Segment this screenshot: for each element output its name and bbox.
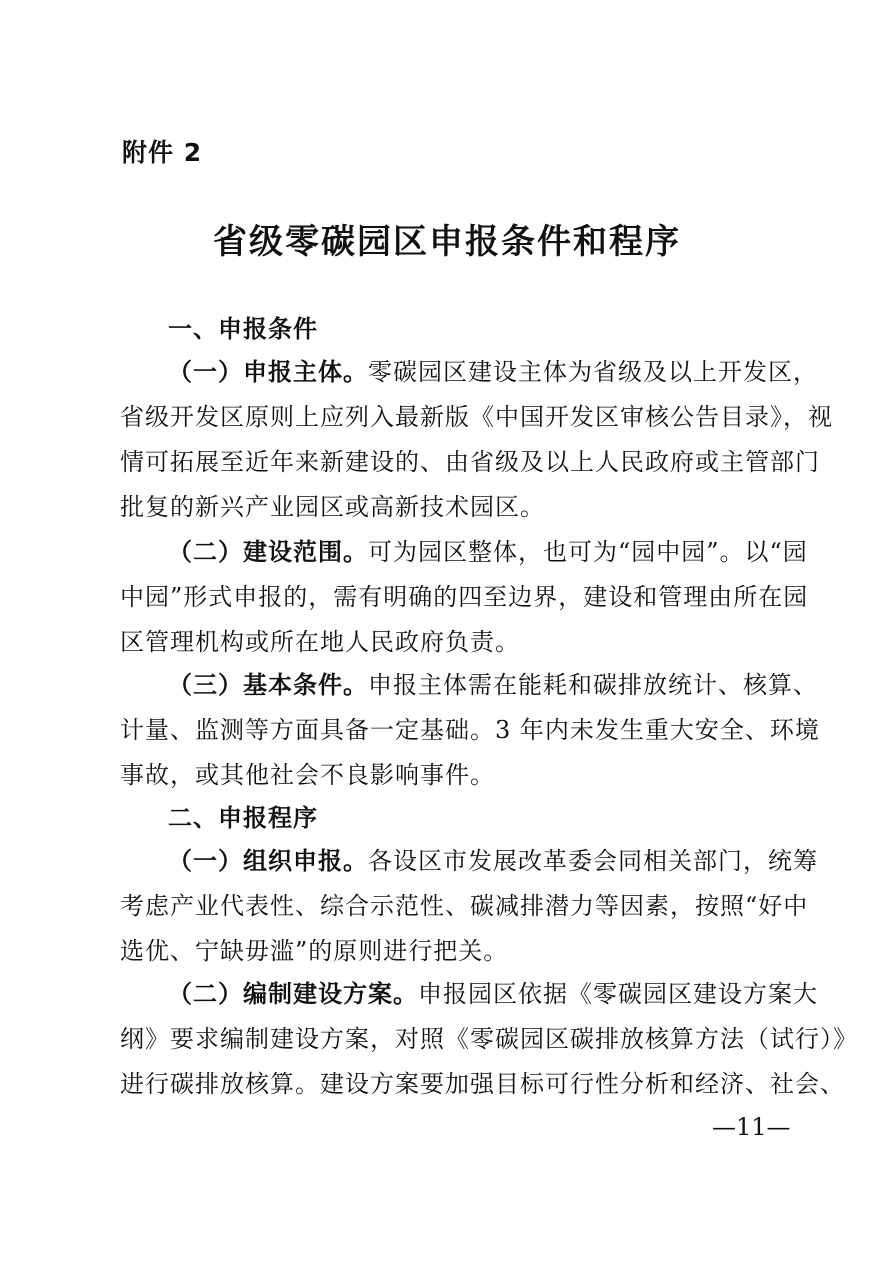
paragraph-line: 纲》要求编制建设方案，对照《零碳园区碳排放核算方法（试行）》: [120, 1025, 858, 1053]
item-lead: （一）申报主体。: [168, 358, 368, 386]
section-heading-procedures: 二、申报程序: [168, 804, 318, 832]
item-lead: （一）组织申报。: [168, 847, 368, 875]
item-lead: （二）建设范围。: [168, 538, 368, 566]
paragraph-line: 计量、监测等方面具备一定基础。3 年内未发生重大安全、环境: [120, 716, 820, 744]
item-text: 申报园区依据《零碳园区建设方案大: [418, 980, 818, 1008]
page-number: —11—: [712, 1113, 791, 1141]
section-heading-conditions: 一、申报条件: [168, 315, 318, 343]
paragraph-line: 批复的新兴产业园区或高新技术园区。: [120, 493, 545, 521]
item-text: 各设区市发展改革委会同相关部门，统筹: [368, 847, 818, 875]
item-text: 零碳园区建设主体为省级及以上开发区，: [368, 358, 818, 386]
paragraph-line: 省级开发区原则上应列入最新版《中国开发区审核公告目录》，视: [120, 403, 833, 431]
paragraph-line: 事故，或其他社会不良影响事件。: [120, 761, 495, 789]
paragraph-line: 中园”形式申报的，需有明确的四至边界，建设和管理由所在园: [120, 583, 809, 611]
paragraph-line: 区管理机构或所在地人民政府负责。: [120, 628, 520, 656]
paragraph-line: 选优、宁缺毋滥”的原则进行把关。: [120, 937, 509, 965]
item-lead: （三）基本条件。: [168, 671, 368, 699]
paragraph-line: [168, 670, 818, 700]
attachment-label: 附件 2: [122, 138, 203, 167]
paragraph-line: [168, 537, 808, 567]
paragraph-line: [168, 846, 818, 876]
document-title: 省级零碳园区申报条件和程序: [213, 222, 681, 262]
paragraph-line: 考虑产业代表性、综合示范性、碳减排潜力等因素，按照“好中: [120, 892, 809, 920]
item-text: 可为园区整体，也可为“园中园”。以“园: [368, 538, 808, 566]
paragraph-line: [168, 357, 818, 387]
item-lead: （二）编制建设方案。: [168, 980, 418, 1008]
paragraph-line: [168, 979, 818, 1009]
paragraph-line: 情可拓展至近年来新建设的、由省级及以上人民政府或主管部门: [120, 448, 820, 476]
item-text: 申报主体需在能耗和碳排放统计、核算、: [368, 671, 818, 699]
paragraph-line: 进行碳排放核算。建设方案要加强目标可行性分析和经济、社会、: [120, 1070, 845, 1098]
